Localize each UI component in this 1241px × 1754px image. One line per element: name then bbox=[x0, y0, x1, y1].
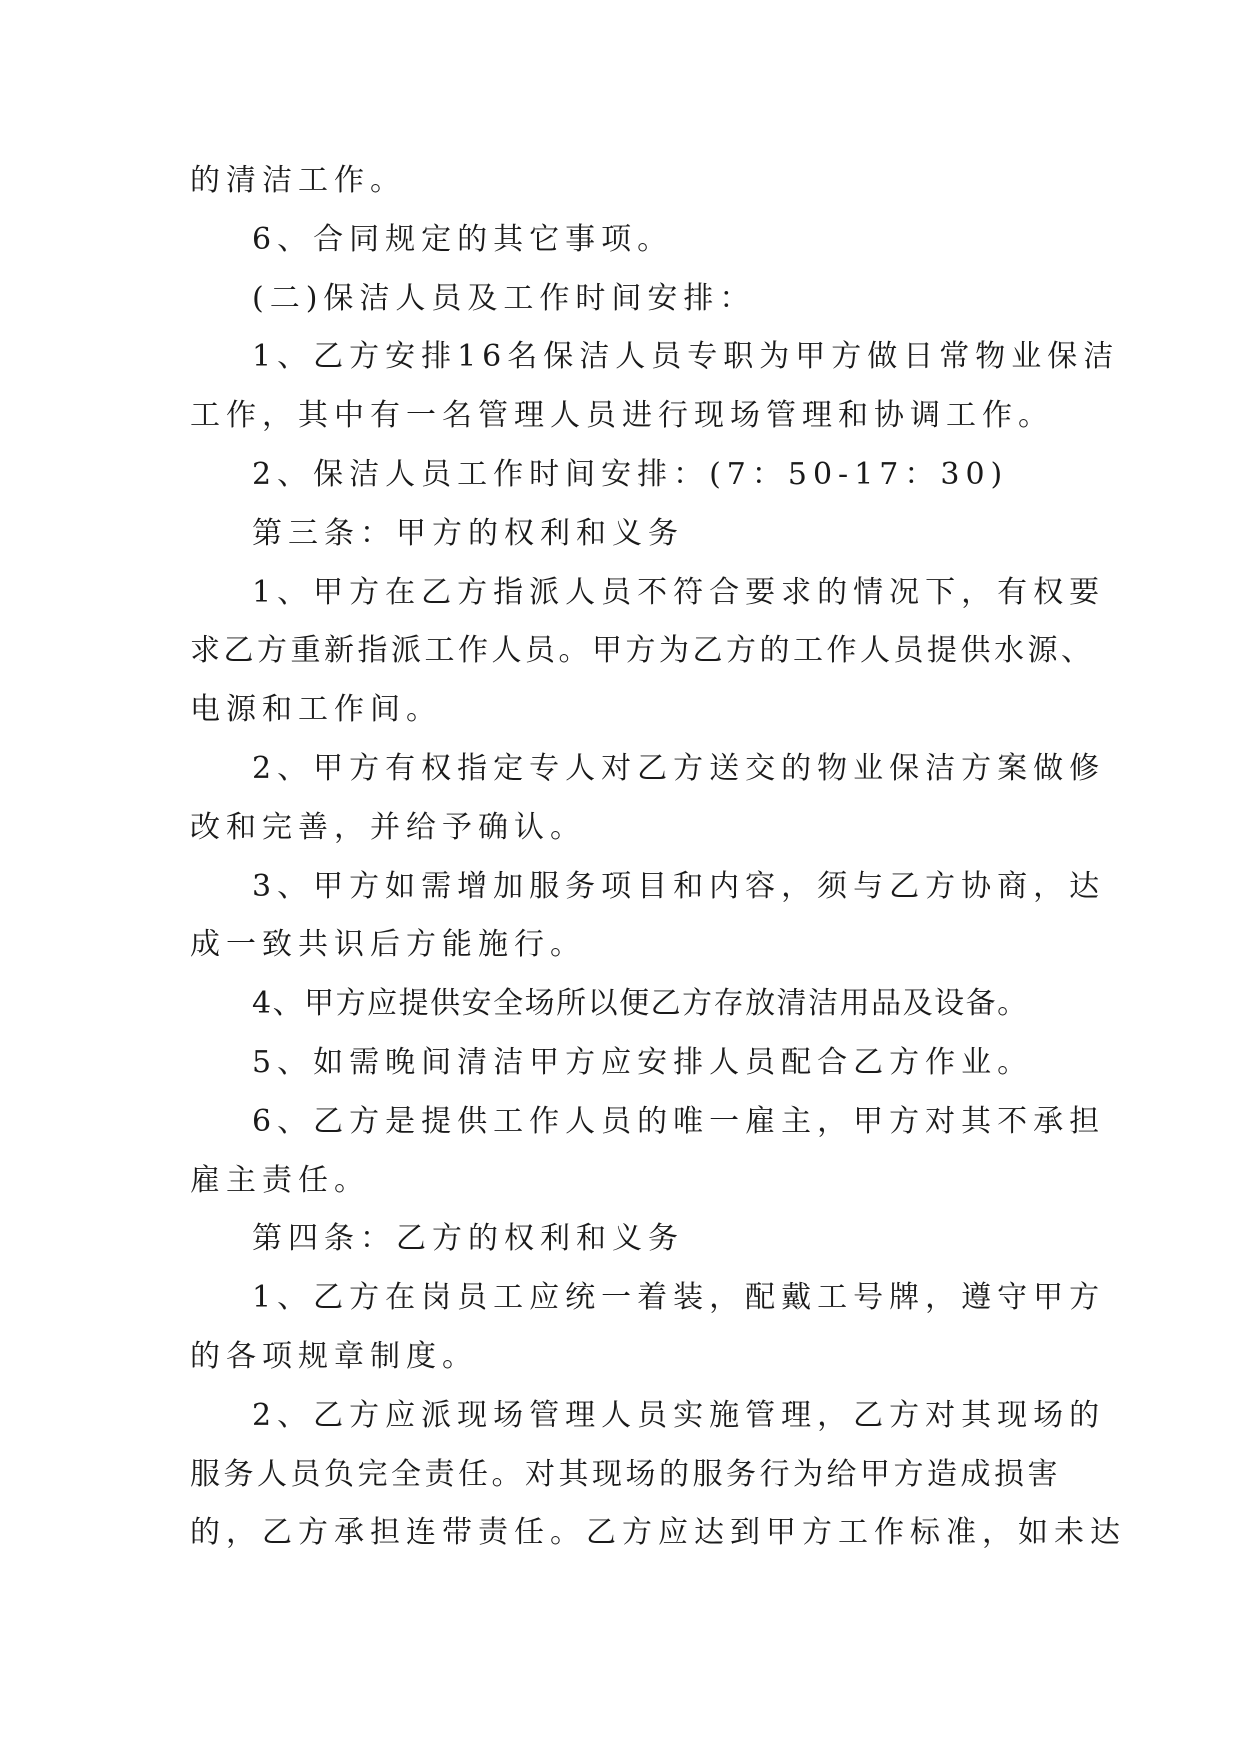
document-body bbox=[190, 152, 1126, 1563]
text-line: 工作，其中有一名管理人员进行现场管理和协调工作。 bbox=[190, 398, 1054, 434]
text-line: 6、乙方是提供工作人员的唯一雇主，甲方对其不承担 bbox=[252, 1103, 1106, 1139]
text-line: 6、合同规定的其它事项。 bbox=[252, 221, 674, 257]
text-line: 电源和工作间。 bbox=[190, 692, 442, 728]
text-line: 改和完善，并给予确认。 bbox=[190, 809, 586, 845]
text-line: 的清洁工作。 bbox=[190, 163, 406, 198]
text-line: 5、如需晚间清洁甲方应安排人员配合乙方作业。 bbox=[252, 1044, 1034, 1080]
text-line: 雇主责任。 bbox=[190, 1162, 370, 1198]
text-line: 1、乙方在岗员工应统一着装，配戴工号牌，遵守甲方 bbox=[252, 1280, 1106, 1316]
text-line: 4、甲方应提供安全场所以便乙方存放清洁用品及设备。 bbox=[252, 986, 1029, 1022]
text-line: 2、保洁人员工作时间安排：(7：50-17：30) bbox=[252, 456, 1009, 492]
text-line: 2、甲方有权指定专人对乙方送交的物业保洁方案做修 bbox=[252, 750, 1106, 786]
text-line: (二)保洁人员及工作时间安排： bbox=[252, 280, 756, 316]
section-heading: 第四条：乙方的权利和义务 bbox=[252, 1221, 684, 1257]
text-line: 成一致共识后方能施行。 bbox=[190, 927, 586, 963]
text-line: 服务人员负完全责任。对其现场的服务行为给甲方造成损害 bbox=[190, 1456, 1061, 1492]
text-line: 2、乙方应派现场管理人员实施管理，乙方对其现场的 bbox=[252, 1397, 1106, 1433]
section-heading: 第三条：甲方的权利和义务 bbox=[252, 515, 684, 551]
text-line: 1、甲方在乙方指派人员不符合要求的情况下，有权要 bbox=[252, 574, 1106, 610]
text-line: 1、乙方安排16名保洁人员专职为甲方做日常物业保洁 bbox=[252, 339, 1120, 375]
text-line: 3、甲方如需增加服务项目和内容，须与乙方协商，达 bbox=[252, 868, 1106, 904]
text-line: 的，乙方承担连带责任。乙方应达到甲方工作标准，如未达 bbox=[190, 1515, 1126, 1551]
text-line: 的各项规章制度。 bbox=[190, 1338, 478, 1374]
text-line: 求乙方重新指派工作人员。甲方为乙方的工作人员提供水源、 bbox=[190, 633, 1095, 669]
